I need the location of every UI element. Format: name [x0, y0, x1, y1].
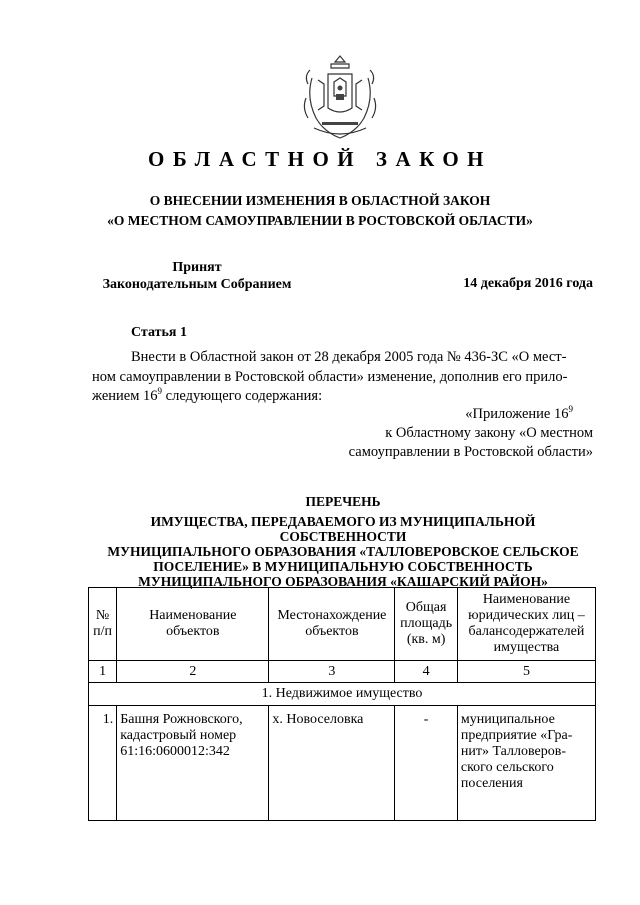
- list-title: ПЕРЕЧЕНЬ: [305, 494, 381, 509]
- header-text: Местонахождение: [277, 608, 387, 623]
- article-line: ном самоуправлении в Ростовской области» изменение, дополнив его прило-: [92, 368, 568, 385]
- subtitle-line: О ВНЕСЕНИИ ИЗМЕНЕНИЯ В ОБЛАСТНОЙ ЗАКОН: [149, 193, 491, 208]
- header-text: юридических лиц –: [468, 608, 585, 623]
- header-text: (кв. м): [406, 632, 446, 647]
- rostov-region-emblem: [300, 50, 380, 142]
- header-text: объектов: [166, 624, 220, 639]
- header-text: Общая: [405, 600, 447, 615]
- balance-holder-line: муниципальное: [460, 712, 555, 727]
- object-name-line: 61:16:0600012:342: [120, 744, 230, 759]
- object-name: [117, 706, 269, 821]
- column-number: 5: [457, 661, 595, 683]
- header-text: Наименование: [149, 608, 237, 623]
- section-row: [89, 683, 596, 706]
- article-text-part: следующего содержания:: [162, 388, 323, 404]
- list-subtitle-line: ИМУЩЕСТВА, ПЕРЕДАВАЕМОГО ИЗ МУНИЦИПАЛЬНОЙ СОБСТВЕННОСТИ: [150, 514, 536, 544]
- adoption-block: [92, 259, 302, 293]
- balance-holder-line: ского сельского: [460, 760, 554, 775]
- article-line: [92, 387, 594, 407]
- subtitle-line: «О МЕСТНОМ САМОУПРАВЛЕНИИ В РОСТОВСКОЙ ОБЛАСТИ»: [107, 213, 533, 228]
- document-subtitle: [0, 191, 640, 231]
- column-number-row: [89, 661, 596, 683]
- header-text: объектов: [305, 624, 359, 639]
- article-text-part: жением 16: [92, 388, 158, 404]
- header-text: площадь: [400, 616, 453, 631]
- section-title: 1. Недвижимое имущество: [89, 683, 596, 706]
- header-cell-name: [117, 588, 269, 661]
- list-subtitle-line: МУНИЦИПАЛЬНОГО ОБРАЗОВАНИЯ «ТАЛЛОВЕРОВСКОЕ СЕЛЬСКОЕ: [107, 544, 579, 559]
- table-row: [89, 706, 596, 821]
- header-text: имущества: [493, 640, 560, 655]
- appendix-heading: [323, 405, 593, 462]
- balance-holder-line: предприятие «Гра-: [460, 728, 573, 743]
- balance-holder-line: нит» Талловеров-: [460, 744, 567, 759]
- header-cell-area: [395, 588, 457, 661]
- superscript: 9: [568, 404, 573, 414]
- article-heading: Статья 1: [131, 325, 187, 340]
- article-text: [92, 348, 594, 407]
- header-text: п/п: [93, 624, 113, 639]
- balance-holder: [457, 706, 595, 821]
- object-name-line: кадастровый номер: [120, 728, 237, 743]
- row-number: 1.: [89, 706, 117, 821]
- superscript: 9: [157, 386, 163, 396]
- appendix-line: к Областному закону «О местном: [385, 425, 593, 441]
- column-number: 1: [89, 661, 117, 683]
- list-subtitle: [92, 514, 594, 589]
- object-name-line: Башня Рожновского,: [120, 712, 243, 727]
- header-cell-number: [89, 588, 117, 661]
- document-title: ОБЛАСТНОЙ ЗАКОН: [147, 147, 492, 171]
- article-line: Внести в Областной закон от 28 декабря 2005 года № 436-ЗС «О мест-: [131, 349, 567, 365]
- header-cell-holder: [457, 588, 595, 661]
- adoption-line: Принят: [172, 260, 222, 275]
- header-text: балансодержателей: [468, 624, 585, 639]
- adoption-date: 14 декабря 2016 года: [463, 276, 593, 291]
- object-area: -: [395, 706, 457, 821]
- header-text: Наименование: [482, 592, 571, 607]
- property-table: [88, 587, 596, 821]
- table-header-row: [89, 588, 596, 661]
- adoption-line: Законодательным Собранием: [102, 277, 292, 292]
- list-subtitle-line: ПОСЕЛЕНИЕ» В МУНИЦИПАЛЬНУЮ СОБСТВЕННОСТЬ: [153, 559, 533, 574]
- appendix-line: самоуправлении в Ростовской области»: [348, 444, 593, 460]
- column-number: 3: [269, 661, 395, 683]
- balance-holder-line: поселения: [460, 776, 523, 791]
- header-cell-location: [269, 588, 395, 661]
- column-number: 2: [117, 661, 269, 683]
- object-location: х. Новоселовка: [269, 706, 395, 821]
- appendix-line: [323, 405, 593, 424]
- header-text: №: [95, 608, 110, 623]
- column-number: 4: [395, 661, 457, 683]
- list-subtitle-line: МУНИЦИПАЛЬНОГО ОБРАЗОВАНИЯ «КАШАРСКИЙ РАЙОН»: [138, 574, 548, 589]
- appendix-text-part: «Приложение 16: [465, 406, 569, 422]
